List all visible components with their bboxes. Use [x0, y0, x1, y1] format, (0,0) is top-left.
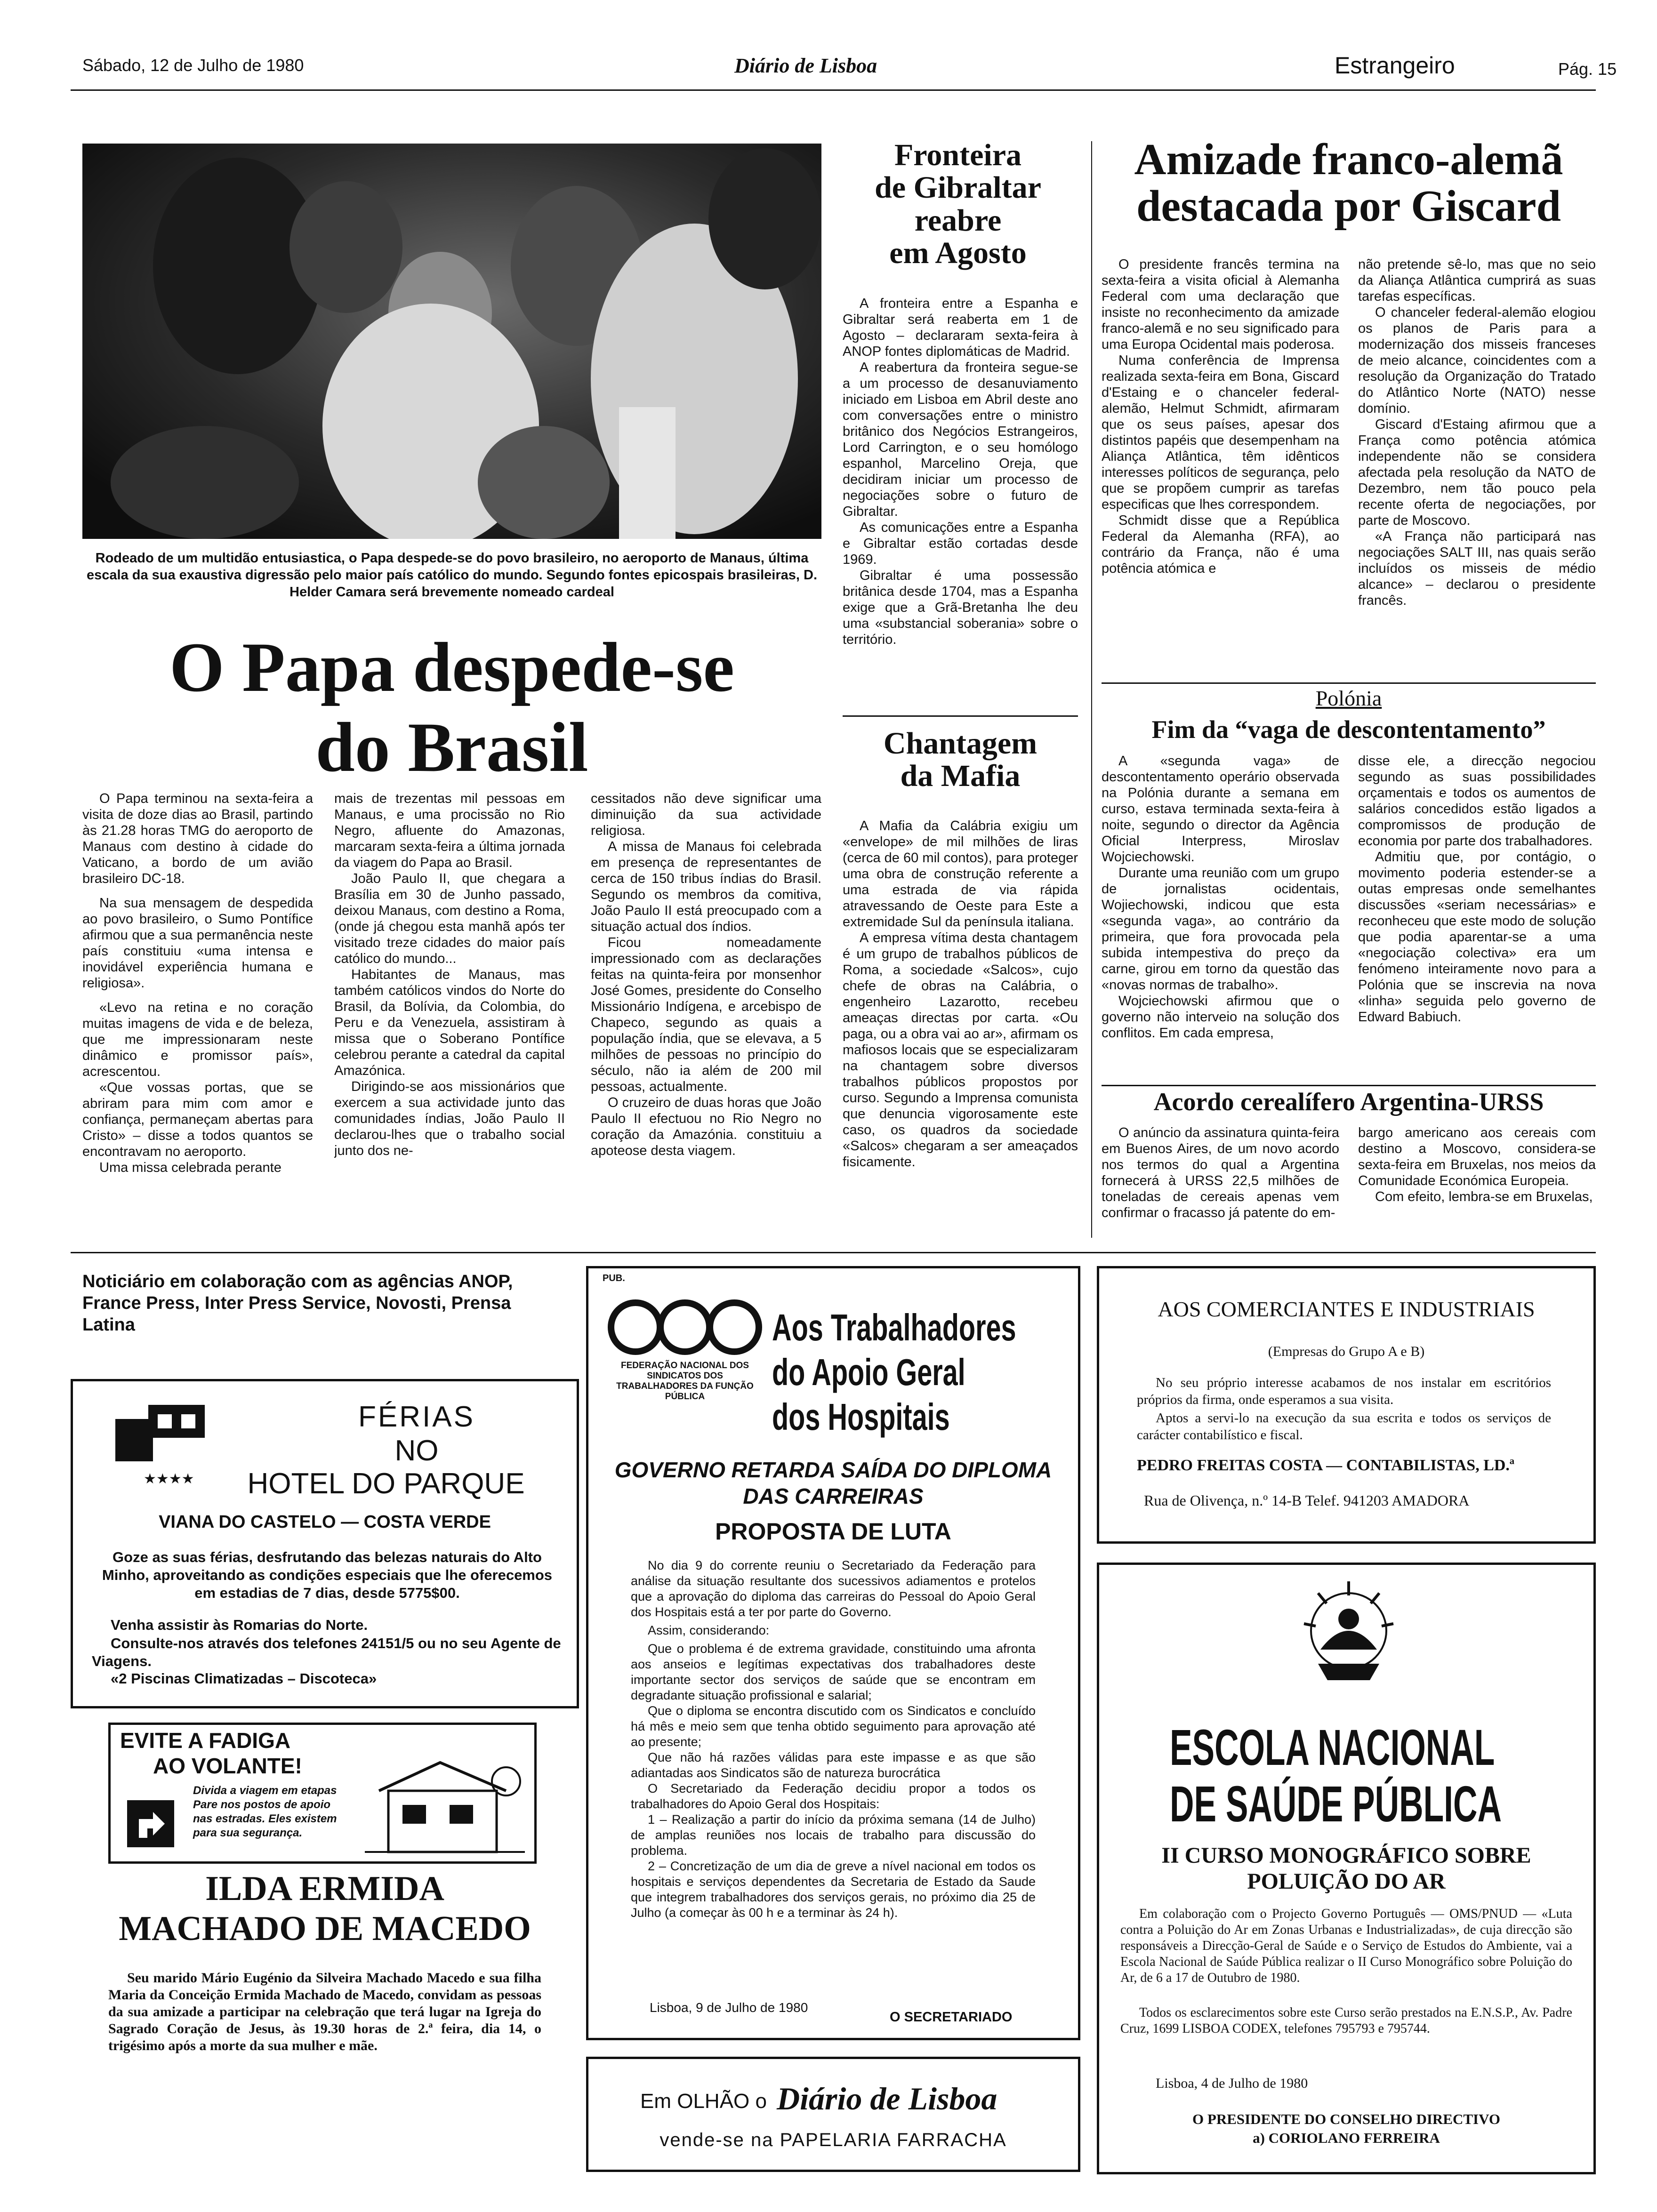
polonia-rule	[1102, 1085, 1596, 1086]
obituary-name-1: ILDA ERMIDA	[205, 1869, 444, 1908]
olhao-line-2: vende-se na PAPELARIA FARRACHA	[660, 2130, 1007, 2150]
olhao-ad	[586, 2057, 1080, 2172]
union-title-3: dos Hospitais	[772, 1396, 950, 1438]
escola-ad	[1097, 1563, 1596, 2174]
union-logo-icon	[607, 1299, 763, 1407]
hotel-ad	[71, 1379, 579, 1708]
escola-title-1: ESCOLA NACIONAL	[1170, 1719, 1495, 1776]
gibraltar-rule	[843, 715, 1078, 717]
hotel-body-1: Goze as suas férias, desfrutando das belezas naturais do Alto Minho, aproveitando as condições especiais que lhe oferecemos em estadias de 7 dias, desde 5775$00.	[102, 1549, 553, 1601]
road-sign-icon	[125, 1798, 177, 1850]
photo-image	[82, 144, 821, 539]
hotel-title-1: FÉRIAS	[358, 1401, 475, 1433]
fadiga-title-2: AO VOLANTE!	[153, 1754, 302, 1778]
giscard-column-1: O presidente francês termina na sexta-feira a visita oficial à Alemanha Federal com uma declaração que insiste no reconhecimento da amizade franco-alemã e no seu significado para uma Europa Ocidental mais poderosa. Numa conferência de Imprensa realizada sexta-feira em Bona, Giscard d'Estaing e o chanceler federal-alemão, Helmut Schmidt, afirmaram que os seus países, apesar dos distintos papéis que desempenham na Aliança Atlântica, têm idênticos interesses políticos de segurança, pelo que se propõem cumprir as tarefas especificas que lhes correspondem. Schmidt disse que a República Federal da Alemanha (RFA), ao contrário da França, não é uma potência atómica e	[1102, 257, 1339, 576]
escola-title-2: DE SAÚDE PÚBLICA	[1170, 1775, 1502, 1832]
union-subtitle: GOVERNO RETARDA SAÍDA DO DIPLOMA DAS CARREIRAS	[614, 1458, 1052, 1508]
union-pub-label: PUB.	[603, 1273, 625, 1283]
hotel-location: VIANA DO CASTELO — COSTA VERDE	[159, 1512, 491, 1532]
acordo-headline: Acordo cerealífero Argentina-URSS	[1153, 1088, 1544, 1116]
obituary-name-2: MACHADO DE MACEDO	[119, 1909, 531, 1948]
giscard-column-2: não pretende sê-lo, mas que no seio da Aliança Atlântica cumprirá as suas tarefas específicas. O chanceler federal-alemão elogiou os planos de Paris para a modernização dos misseis franceses de meio alcance, coincidentes com a resolução da Organização do Tratado do Atlântico Norte (NATO) nesse domínio. Giscard d'Estaing afirmou que a França como potência atómica independente não se considera afectada pela resolução da NATO de Dezembro, nem tão pouco pela recente oferta de negociações, por parte de Moscovo. «A França não participará nas negociações SALT III, nas quais serão incluídos os misseis de médio alcance» – declarou o presidente francês.	[1358, 257, 1596, 608]
olhao-line-1a: Em OLHÃO o	[640, 2090, 767, 2113]
masthead-date: Sábado, 12 de Julho de 1980	[82, 56, 304, 75]
escola-body-2: Todos os esclarecimentos sobre este Curso serão prestados na E.N.S.P., Av. Padre Cruz, 1699 LISBOA CODEX, telefones 795793 e 795744.	[1120, 2005, 1572, 2036]
masthead-rule	[71, 89, 1596, 91]
masthead-page: Pág. 15	[1558, 59, 1617, 79]
acordo-column-2: bargo americano aos cereais com destino a Moscovo, considera-se sexta-feira em Bruxelas, nos meios da Comunidade Económica Europeia. Com efeito, lembra-se em Bruxelas,	[1358, 1125, 1596, 1204]
obituary-body: Seu marido Mário Eugénio da Silveira Machado Macedo e sua filha Maria da Conceição Ermida Machado de Macedo, convidam as pessoas da sua amizade a participar na celebração que terá lugar na Igreja do Sagrado Coração de Jesus, às 19.30 horas de 2.ª feira, dia 14, o trigésimo após a morte da sua mulher e mãe.	[108, 1970, 541, 2053]
comerciantes-address: Rua de Olivença, n.º 14-B Telef. 941203 AMADORA	[1144, 1492, 1470, 1509]
comerciantes-ad	[1097, 1266, 1596, 1544]
union-proposal: PROPOSTA DE LUTA	[715, 1518, 951, 1545]
school-emblem-icon	[1299, 1579, 1398, 1687]
gibraltar-body: A fronteira entre a Espanha e Gibraltar será reaberta em 1 de Agosto – declararam sexta-feira à ANOP fontes diplomáticas de Madrid. A reabertura da fronteira segue-se a um processo de desanuviamento iniciado em Lisboa em Abril deste ano com conversações entre o ministro britânico dos Negócios Estrangeiros, Lord Carrington, e o seu homólogo espanhol, Marcelino Oreja, que decidiram iniciar um processo de negociações sobre o futuro de Gibraltar. As comunicações entre a Espanha e Gibraltar estão cortadas desde 1969. Gibraltar é uma possessão britânica desde 1704, mas a Espanha exige que a Grã-Bretanha lhe deu uma «substancial soberania» sobre o território.	[843, 296, 1078, 647]
polonia-column-1: A «segunda vaga» de descontentamento operário observada na Polónia durante a semana em curso, estava terminada sexta-feira à noite, segundo o director da Agência Oficial Interpress, Miroslav Wojciechowski. Durante uma reunião com um grupo de jornalistas ocidentais, Wojiechowski, indicou que esta «segunda vaga», ao contrário da primeira, que fora provocada pela subida intempestiva do preço da carne, girou em torno da questão das «novas normas de trabalho». Wojciechowski afirmou que o governo não interveio na solução dos conflitos. Em cada empresa,	[1102, 753, 1339, 1041]
escola-signature-1: O PRESIDENTE DO CONSELHO DIRECTIVO	[1192, 2111, 1500, 2127]
agency-credit: Noticiário em colaboração com as agências ANOP, France Press, Inter Press Service, Novosti, Prensa Latina	[82, 1272, 513, 1335]
mafia-headline: Chantagem da Mafia	[883, 726, 1038, 793]
hotel-stars: ★★★★	[144, 1471, 194, 1487]
hotel-body-4: «2 Piscinas Climatizadas – Discoteca»	[111, 1670, 377, 1687]
escola-date: Lisboa, 4 de Julho de 1980	[1156, 2076, 1308, 2091]
house-drawing-icon	[365, 1753, 525, 1857]
union-title-1: Aos Trabalhadores	[772, 1306, 1016, 1348]
union-title-2: do Apoio Geral	[772, 1351, 965, 1393]
fadiga-ad	[108, 1723, 537, 1864]
union-ad	[586, 1266, 1080, 2040]
escola-course-2: POLUIÇÃO DO AR	[1247, 1869, 1446, 1894]
giscard-rule	[1102, 682, 1596, 684]
polonia-column-2: disse ele, a direcção negociou segundo as suas possibilidades orçamentais e todos os aumentos de salários concedidos estão ligados a compromissos de produção de economia por parte dos trabalhadores. Admitiu que, por contágio, o movimento poderia estender-se a outas empresas onde semelhantes discussões «seriam necessárias» e reconheceu que este modo de solução que podia aparentar-se a uma «negociação colectiva» era um fenómeno inteiramente novo para a Polónia que se inscrevia na nova «linha» seguida pelo governo de Edward Babiuch.	[1358, 753, 1596, 1025]
gibraltar-headline: Fronteira de Gibraltar reabre em Agosto	[875, 138, 1041, 270]
papa-headline-2: do Brasil	[315, 708, 588, 786]
masthead-paper: Diário de Lisboa	[734, 54, 877, 77]
comerciantes-body-1: No seu próprio interesse acabamos de nos instalar em escritórios próprios da firma, onde esperamos a sua visita.	[1137, 1375, 1551, 1407]
hotel-body-3: Consulte-nos através dos telefones 24151/5 ou no seu Agente de Viagens.	[92, 1635, 561, 1669]
column-rule	[1091, 141, 1092, 1238]
escola-signature-2: a) CORIOLANO FERREIRA	[1253, 2130, 1440, 2146]
fadiga-title-1: EVITE A FADIGA	[120, 1728, 291, 1753]
polonia-headline: Fim da “vaga de descontentamento”	[1151, 715, 1546, 744]
hotel-logo-icon	[115, 1405, 205, 1461]
hotel-title-2: NO	[394, 1435, 439, 1467]
hotel-title-3: HOTEL DO PARQUE	[247, 1467, 525, 1500]
escola-course-1: II CURSO MONOGRÁFICO SOBRE	[1161, 1843, 1531, 1868]
acordo-column-1: O anúncio da assinatura quinta-feira em Buenos Aires, de um novo acordo nos termos do qual a Argentina fornecerá à URSS 22,5 milhões de toneladas de cereais apenas vem confirmar o fracasso já patente do em-	[1102, 1125, 1339, 1220]
comerciantes-body-2: Aptos a servi-lo na execução da sua escrita e todos os serviços de carácter contabilístico e fiscal.	[1137, 1411, 1551, 1443]
comerciantes-firm: PEDRO FREITAS COSTA — CONTABILISTAS, LD.ª	[1137, 1457, 1515, 1474]
fadiga-body: Divida a viagem em etapas Pare nos postos de apoio nas estradas. Eles existem para sua segurança.	[193, 1784, 337, 1839]
escola-body: Em colaboração com o Projecto Governo Português — OMS/PNUD — «Luta contra a Poluição do Ar em Zonas Urbanas e Industrializadas», de cuja direcção são responsáveis a Direcção-Geral de Saúde e o Serviço de Estudos do Ambiente, vai a Escola Nacional de Saúde Pública realizar o II Curso Monográfico sobre Poluição do Ar, de 6 a 17 de Outubro de 1980.	[1120, 1907, 1572, 1985]
union-logo-text: FEDERAÇÃO NACIONAL DOS SINDICATOS DOS TRABALHADORES DA FUNÇÃO PÚBLICA	[616, 1361, 754, 1402]
union-signature: O SECRETARIADO	[890, 2010, 1013, 2025]
union-date: Lisboa, 9 de Julho de 1980	[650, 2000, 808, 2015]
mafia-body: A Mafia da Calábria exigiu um «envelope» de mil milhões de liras (cerca de 60 mil contos), para proteger uma obra de construção referente a uma estrada de via rápida atravessando de Oeste para Este a extremidade Sul da península italiana. A empresa vítima desta chantagem é um grupo de trabalhos públicos de Roma, a sociedade «Salcos», cujo chefe de obras na Calábria, o engenheiro Lazarotto, recebeu ameaças directas por carta. «Ou paga, ou a obra vai ao ar», afirmam os mafiosos locais que se especializaram na chantagem sobre diversos trabalhos públicos propostos por curso. Segundo a Imprensa comunista que denuncia vigorosamente este caso, os quadros da sociedade «Salcos» chegaram a ser ameaçados fisicamente.	[843, 818, 1078, 1170]
union-body: No dia 9 do corrente reuniu o Secretariado da Federação para análise da situação resultante dos sucessivos adiamentos e protelos que a aprovação do diploma das carreiras do Pessoal do Apoio Geral dos Hospitais está a ter por parte do Governo. Assim, considerando: Que o problema é de extrema gravidade, constituindo uma afronta aos anseios e legítimas expectativas dos trabalhadores deste importante sector dos serviços de saúde que se encontram em degradante situação profissional e salarial; Que o diploma se encontra discutido com os Sindicatos e concluído há mês e meio sem que tenha obtido seguimento para aprovação até ao presente; Que não há razões válidas para este impasse e as que são adiantadas aos Sindicatos são de natureza burocrática O Secretariado da Federação decidiu propor a todos os trabalhadores do Apoio Geral dos Hospitais: 1 – Realização a partir do início da próxima semana (14 de Julho) de amplas reuniões nos locais de trabalho para discussão do problema. 2 – Concretização de um dia de greve a nível nacional em todos os hospitais e serviços dependentes da Secretaria de Estado da Saude que integrem trabalhadores dos serviços gerais, no próximo dia 25 de Julho (a começar às 00 h e a terminar às 24 h).	[631, 1558, 1036, 1920]
comerciantes-title: AOS COMERCIANTES E INDUSTRIAIS	[1158, 1297, 1535, 1321]
hotel-body-2: Venha assistir às Romarias do Norte.	[111, 1617, 368, 1633]
polonia-kicker: Polónia	[1315, 686, 1382, 710]
section-rule	[71, 1252, 1596, 1253]
papa-column-2: mais de trezentas mil pessoas em Manaus, e uma procissão no Rio Negro, afluente do Amazonas, marcaram sexta-feira a última jornada da viagem do Papa ao Brasil. João Paulo II, que chegara a Brasília em 30 de Junho passado, deixou Manaus, com destino a Roma, (onde já chegou esta manhã após ter visitado treze cidades do maior país católico do mundo... Habitantes de Manaus, mas também católicos vindos do Norte do Brasil, da Bolívia, da Colombia, do Peru e da Venezuela, assistiram à missa que o Soberano Pontífice celebrou perante a catedral da capital Amazónica. Dirigindo-se aos missionários que exercem a sua actividade junto das comunidades índias, João Paulo II declarou-lhes que o trabalho social junto dos ne-	[334, 791, 565, 1158]
comerciantes-subtitle: (Empresas do Grupo A e B)	[1268, 1344, 1425, 1359]
papa-column-3: cessitados não deve significar uma diminuição da sua actividade religiosa. A missa de Manaus foi celebrada em presença de representantes de cerca de 150 tribus índias do Brasil. Segundo os membros da comitiva, João Paulo II está preocupado com a situação actual dos índios. Ficou nomeadamente impressionado com as declarações feitas na quinta-feira por monsenhor José Gomes, presidente do Conselho Missionário Indígena, e arcebispo de Chapeco, segundo as quais a população índia, que se elevava, a 5 milhões de pessoas no princípio do século, não ia além de 200 mil pessoas, actualmente. O cruzeiro de duas horas que João Paulo II efectuou no Rio Negro no coração da Amazónia. constituiu a apoteose desta viagem.	[591, 791, 821, 1158]
photo-caption: Rodeado de um multidão entusiastica, o Papa despede-se do povo brasileiro, no aeroporto de Manaus, última escala da sua exaustiva digressão pelo maior país católico do mundo. Segundo fontes epicospais brasileiras, D. Helder Camara será brevemente nomeado cardeal	[87, 551, 817, 600]
masthead-section: Estrangeiro	[1335, 52, 1455, 79]
giscard-headline: Amizade franco-alemã destacada por Giscard	[1134, 135, 1563, 231]
papa-headline-1: O Papa despede-se	[169, 628, 734, 706]
olhao-line-1b: Diário de Lisboa	[777, 2081, 997, 2116]
papa-column-1: O Papa terminou na sexta-feira a visita de doze dias ao Brasil, partindo às 21.28 horas TMG do aeroporto de Manaus com destino à cidade do Vaticano, a bordo de um avião brasileiro DC-18. Na sua mensagem de despedida ao povo brasileiro, o Sumo Pontífice afirmou que a sua permanência neste país constituiu «uma intensa e inovidável experiência humana e religiosa». «Levo na retina e no coração muitas imagens de vida e de beleza, que me impressionaram neste dinâmico e promissor país», acrescentou. «Que vossas portas, que se abriram para mim com amor e confiança, permaneçam abertas para Cristo» – disse a todos quantos se encontravam no aeroporto. Uma missa celebrada perante	[82, 791, 313, 1175]
